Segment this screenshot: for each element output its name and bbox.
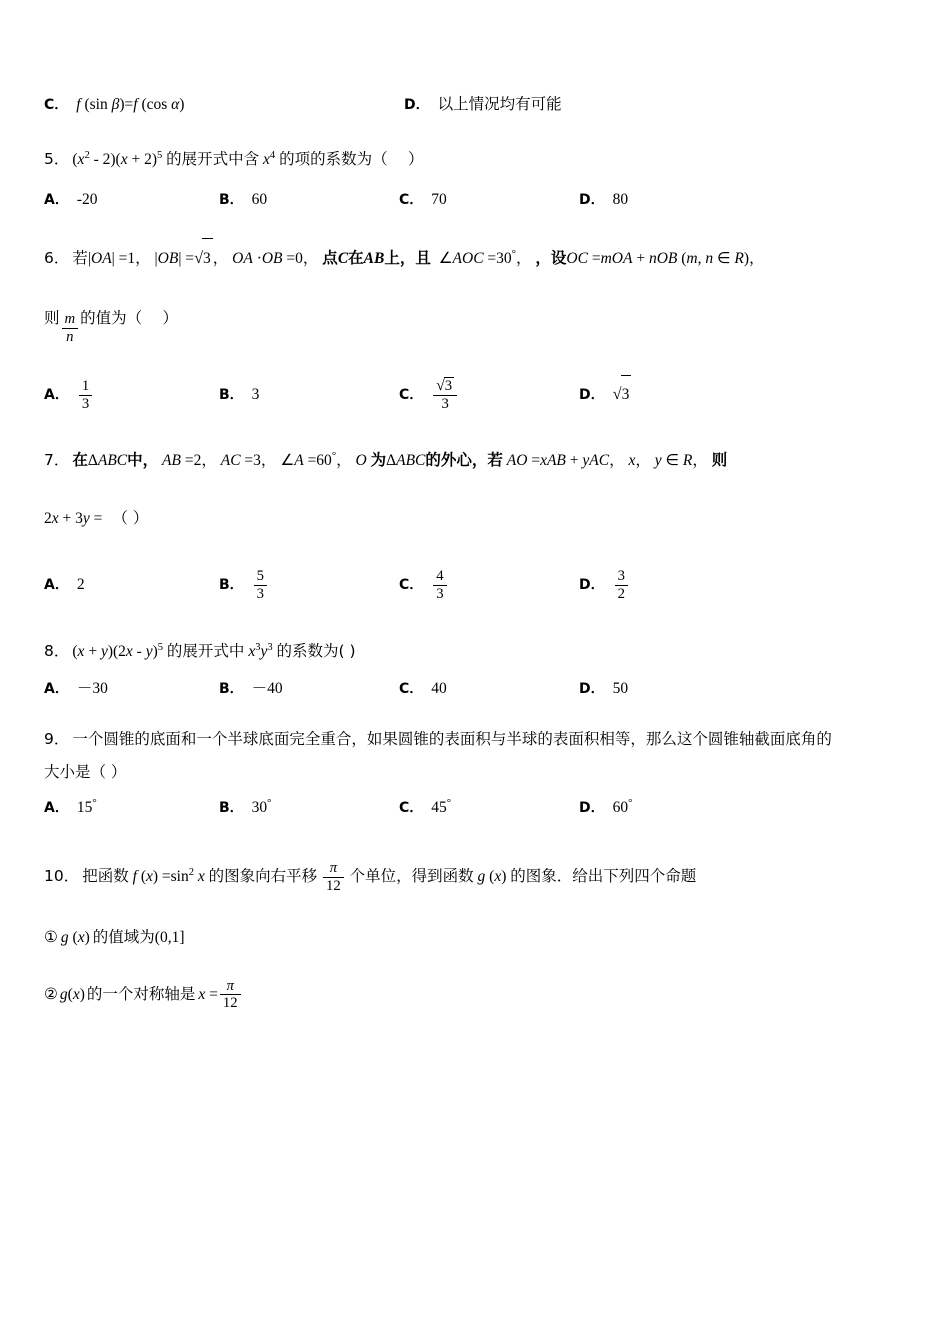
option-d[interactable]	[579, 788, 632, 828]
question-6-text-ze: 则	[44, 309, 60, 328]
option-value-c: 40	[431, 680, 447, 698]
option-label-a: A．	[44, 192, 69, 209]
question-6-number: 6．	[44, 248, 70, 267]
option-label-c: C．	[399, 800, 424, 817]
option-value-c: 45°	[431, 796, 452, 817]
question-9-stem-line1: 一个圆锥的底面和一个半球底面完全重合，如果圆锥的表面积与半球的表面积相等，那么这个圆锥轴截面底角的	[72, 730, 832, 748]
option-c[interactable]	[399, 788, 579, 828]
option-value-b: 30°	[251, 796, 272, 817]
option-b[interactable]	[219, 566, 399, 603]
question-4-options-tail	[44, 86, 916, 123]
question-8	[44, 632, 916, 707]
option-label-a: A．	[44, 387, 69, 404]
option-label-c: C．	[399, 387, 424, 404]
option-label-d: D．	[404, 97, 430, 113]
option-label-c: C．	[399, 192, 424, 209]
question-9	[44, 723, 916, 828]
option-value-d: $\frac{3}{2}$	[613, 566, 630, 603]
option-label-d: D．	[579, 800, 605, 817]
option-d[interactable]	[404, 86, 562, 123]
option-label-d: D．	[579, 387, 605, 404]
fraction-m-over-n: $\frac{m}{n}$	[62, 311, 79, 345]
option-label-c: C．	[399, 577, 424, 594]
question-5	[44, 139, 916, 221]
option-label-b: B．	[219, 192, 244, 209]
question-9-number: 9．	[44, 730, 70, 748]
question-5-number: 5．	[44, 150, 70, 169]
option-value-c: $\frac{4}{3}$	[431, 566, 448, 603]
option-c[interactable]	[399, 376, 579, 413]
option-label-d: D．	[579, 192, 605, 209]
option-value-b: －40	[251, 680, 283, 698]
option-b[interactable]	[219, 788, 399, 828]
option-label-b: B．	[219, 387, 244, 404]
question-7-expression: 2x + 3y =	[44, 510, 103, 528]
option-value-a: -20	[76, 191, 98, 209]
option-d[interactable]	[579, 566, 630, 603]
option-label-b: B．	[219, 681, 244, 698]
option-a[interactable]	[44, 566, 219, 603]
option-label-a: A．	[44, 577, 69, 594]
option-value-a: －30	[76, 680, 108, 698]
option-a[interactable]	[44, 376, 219, 413]
option-value-d: 以上情况均有可能	[437, 95, 562, 113]
option-value-c: $\frac{√3}{3}$	[431, 376, 459, 413]
option-value-d: √3	[613, 375, 632, 414]
question-6: 6． 若|OA| =1， |OB| =√3 ， OA ·OB =0， 点C在AB上，且 ∠AOC =30°， ，设OC =mOA + nOB (m, n ∈ R)， 则 $\frac{m}{n}$ 的值为（ ） A． $\frac{1}{3}$ B． 3 C． $\frac{√3}{3}$ D． √3	[44, 237, 916, 414]
option-label-d: D．	[579, 577, 605, 594]
option-value-c: 70	[431, 191, 447, 209]
option-b[interactable]	[219, 376, 399, 413]
option-label-d: D．	[579, 681, 605, 698]
question-10-number: 10．	[44, 867, 80, 886]
question-10-prop-1: ① g (x) 的值域为 (0,1]	[44, 927, 185, 946]
option-d[interactable]	[579, 180, 628, 220]
option-value-b: 60	[251, 191, 268, 209]
option-b[interactable]	[219, 671, 399, 707]
option-label-c: C．	[399, 681, 424, 698]
question-8-stem: (x + y)(2x - y)$^5$ 的展开式中 $x^3y^3$ 的系数为( )	[72, 641, 356, 660]
option-value-d: 80	[612, 191, 629, 209]
option-label-b: B．	[219, 577, 244, 594]
option-value-d: 50	[612, 680, 629, 698]
question-6-text-dezhi: 的值为（	[80, 309, 143, 328]
question-7-stem: 在ΔABC中， AB =2， AC =3， ∠A =60°， O 为ΔABC的外心，若 AO =xAB + yAC， x， y ∈ R， 则	[72, 449, 728, 470]
option-value-a: 2	[76, 576, 85, 594]
option-c[interactable]	[399, 180, 579, 220]
option-label-a: A．	[44, 800, 69, 817]
question-7-blank: （ ）	[112, 509, 149, 528]
question-6-stem: 若|OA| =1， |OB| =√3 ， OA ·OB =0， 点C在AB上，且 ∠AOC =30°， ，设OC =mOA + nOB (m, n ∈ R)，	[72, 237, 916, 279]
option-d[interactable]	[579, 671, 628, 707]
question-9-stem-line2: 大小是（ ）	[44, 762, 127, 781]
option-value-b: 3	[251, 386, 260, 404]
question-5-stem: $(x^2 - 2)(x + 2)^5$ 的展开式中含 $x^4$ 的项的系数为（ ）	[72, 150, 424, 169]
question-10	[44, 856, 916, 1011]
option-value-d: 60°	[612, 796, 633, 817]
question-10-prop-2: ② g(x) 的一个对称轴是 x = $\frac{\pi}{12}$	[44, 977, 916, 1012]
option-c[interactable]	[399, 671, 579, 707]
option-label-c: C．	[44, 97, 69, 113]
question-8-number: 8．	[44, 641, 70, 660]
question-5-text-tail: 的项的系数为（	[279, 150, 388, 169]
option-value-b: $\frac{5}{3}$	[252, 566, 269, 603]
option-c[interactable]	[399, 566, 579, 603]
question-5-text-mid: 的展开式中含	[166, 150, 260, 169]
option-c[interactable]	[44, 86, 404, 123]
option-b[interactable]	[219, 180, 399, 220]
question-7-number: 7．	[44, 451, 70, 470]
option-a[interactable]	[44, 788, 219, 828]
option-d[interactable]	[579, 375, 631, 414]
option-a[interactable]	[44, 180, 219, 220]
option-label-b: B．	[219, 800, 244, 817]
option-value-a: 15°	[76, 796, 97, 817]
option-label-a: A．	[44, 681, 69, 698]
option-a[interactable]	[44, 671, 219, 707]
question-10-stem: 把函数 f $(x) =\sin^2$ x 的图象向右平移 $\frac{\pi}{12}$ 个单位，得到函数 g (x) 的图象．给出下列四个命题	[82, 860, 697, 894]
question-7	[44, 442, 916, 603]
page-content	[44, 86, 916, 1018]
option-value-c: f (sin β)=f (cos α)	[76, 96, 185, 113]
option-value-a: $\frac{1}{3}$	[77, 376, 94, 413]
